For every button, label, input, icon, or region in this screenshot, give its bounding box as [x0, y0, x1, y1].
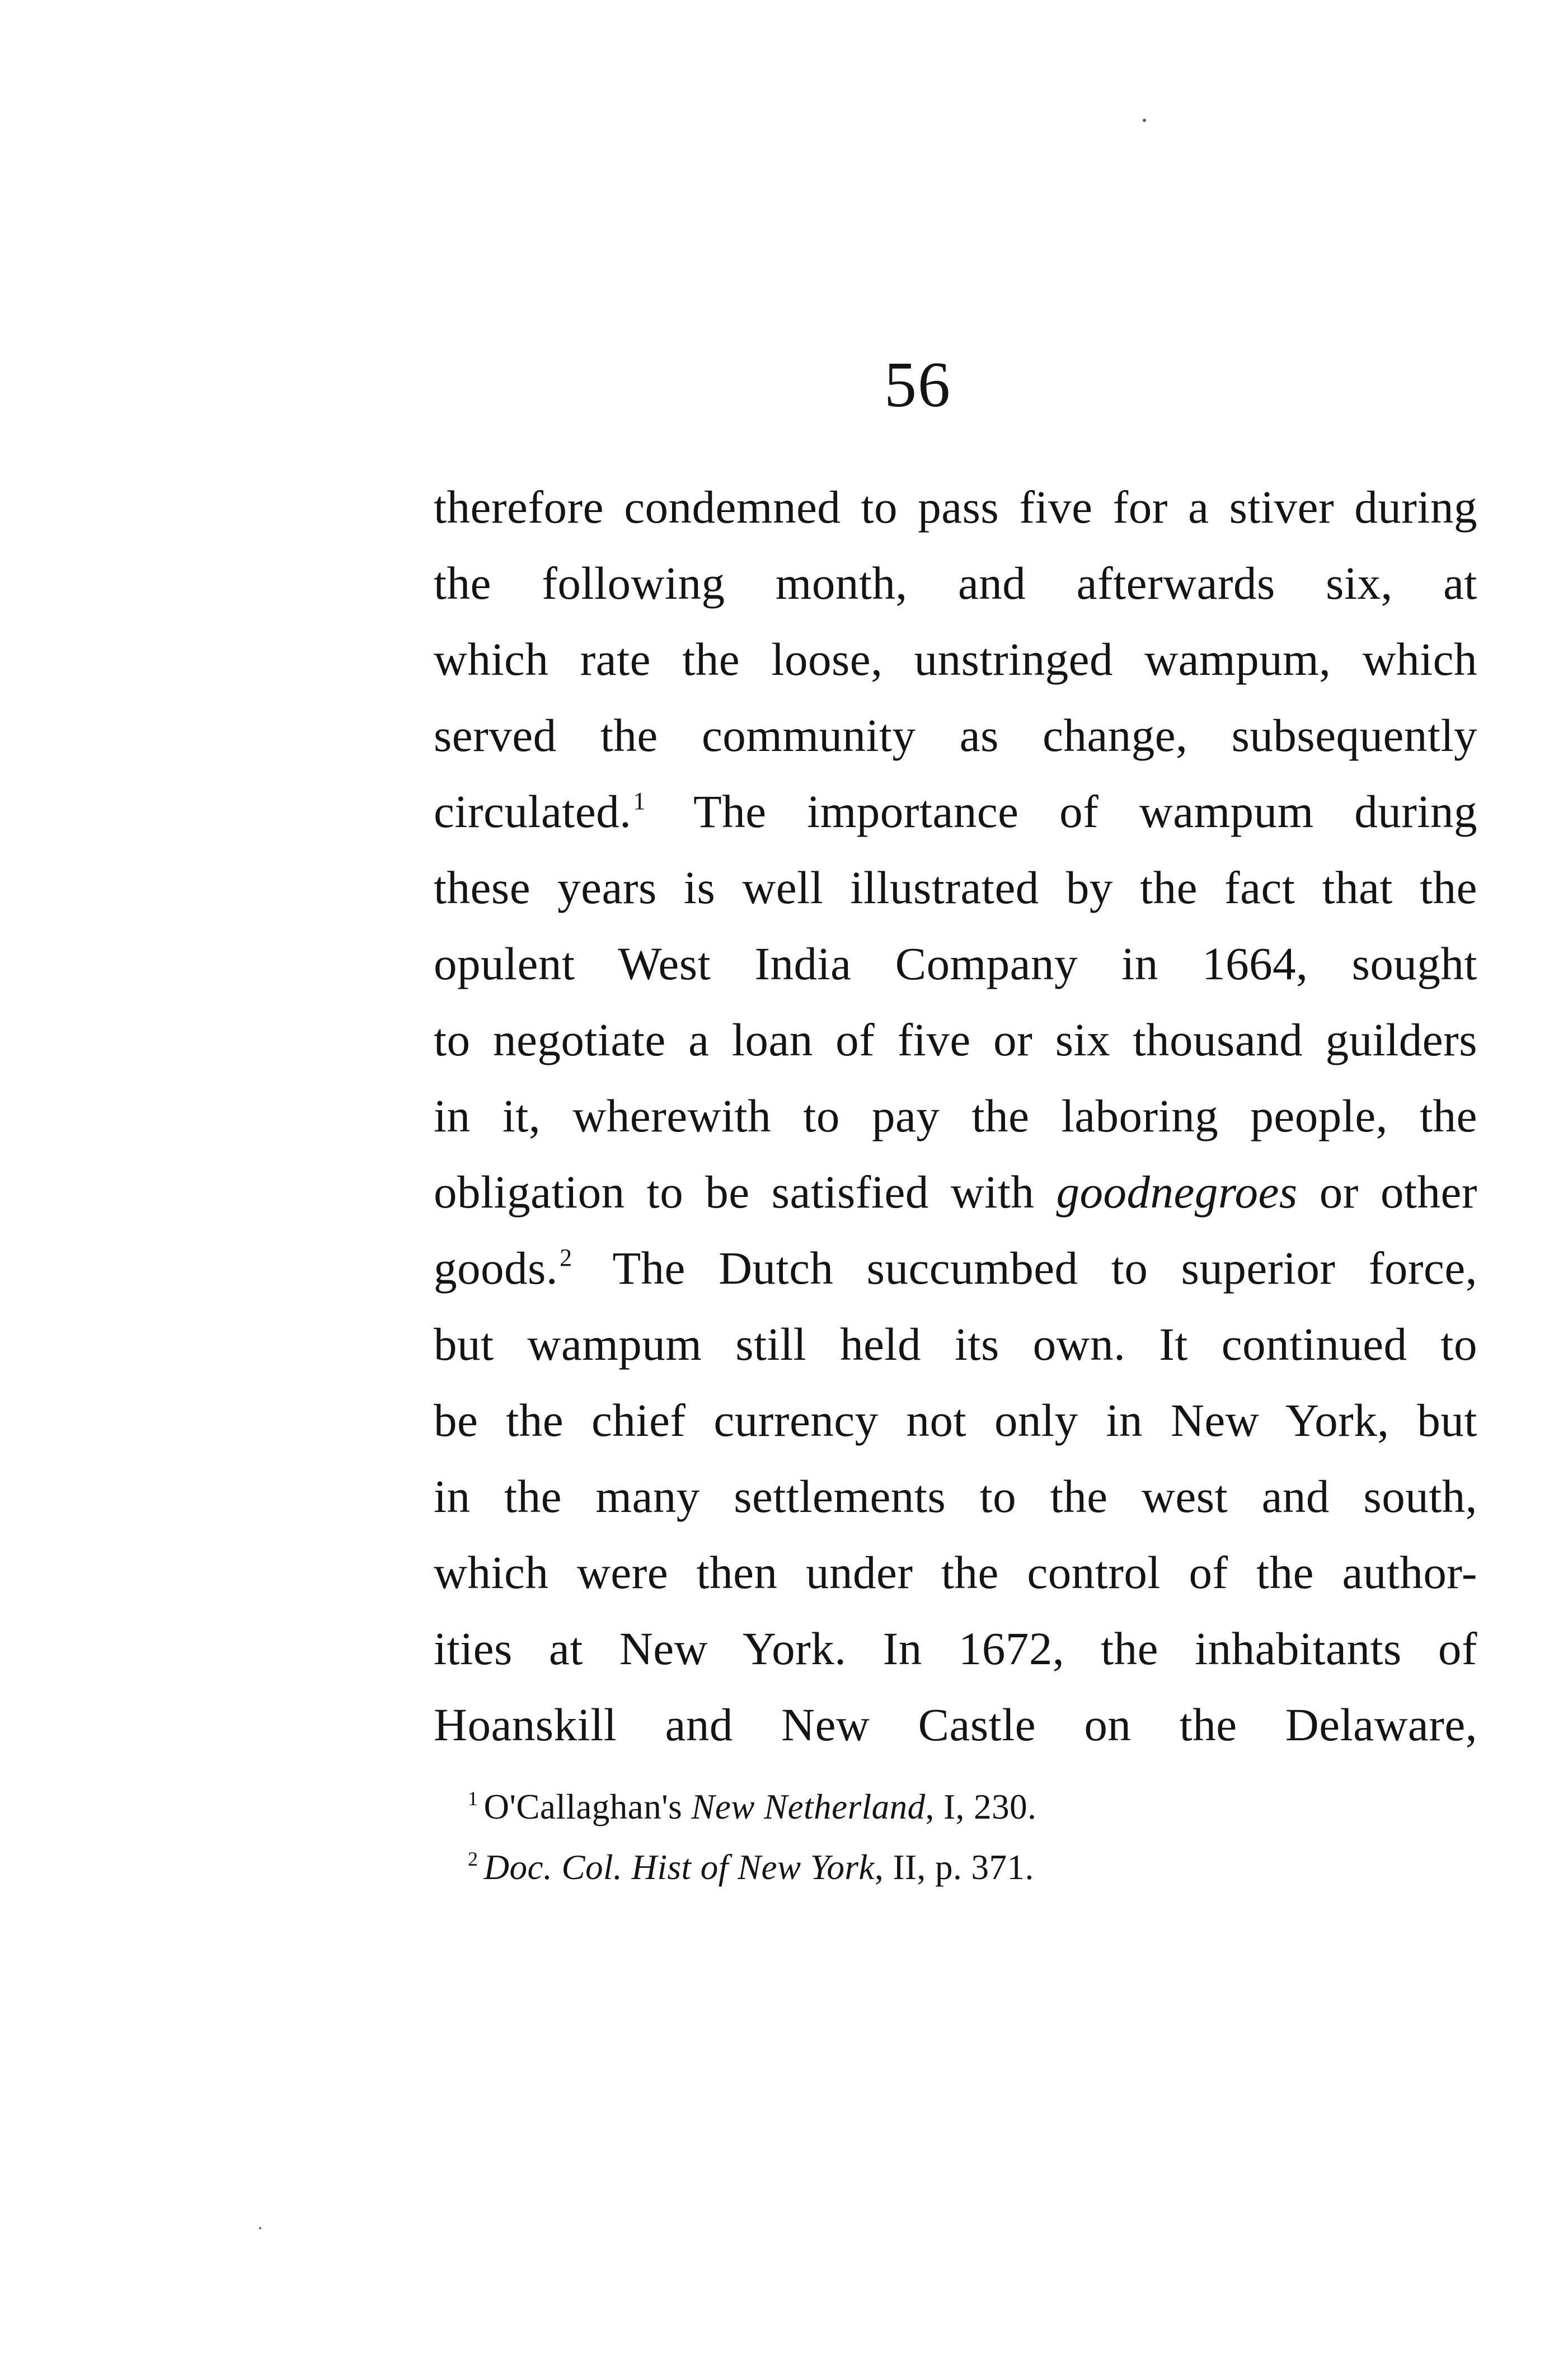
scan-speck: [1143, 119, 1146, 122]
text-line: the following month, and afterwards six, at: [434, 557, 1477, 609]
footnote-title: New Netherland: [691, 1787, 926, 1826]
text-line: to negotiate a loan of five or six thousand guilders: [434, 1014, 1477, 1065]
text-line: be the chief currency not only in New York, but: [434, 1394, 1477, 1446]
footnote-1: $^1$ O'Callaghan's New Netherland, I, 230.: [468, 1787, 1037, 1826]
footnote-reference: 1: [633, 787, 646, 815]
text-line: Hoanskill and New Castle on the Delaware,: [434, 1699, 1477, 1750]
text-line: these years is well illustrated by the fact that the: [434, 862, 1477, 913]
footnote-2: $^2$ Doc. Col. Hist of New York, II, p. 371.: [468, 1848, 1034, 1887]
footnote-marker: 2: [468, 1848, 478, 1870]
text-line: obligation to be satisfied with goodnegroes or other: [434, 1166, 1478, 1218]
text-line: opulent West India Company in 1664, sought: [434, 938, 1477, 989]
text-line: therefore condemned to pass five for a stiver during: [434, 481, 1477, 533]
footnote-title: Doc. Col. Hist of New York: [483, 1848, 875, 1887]
footnote-reference: 2: [560, 1244, 572, 1271]
footnotes: [468, 1777, 1307, 1898]
text-line: served the community as change, subsequently: [434, 710, 1477, 761]
text-line: which rate the loose, unstringed wampum, which: [434, 633, 1477, 685]
footnote-marker: 1: [468, 1787, 478, 1810]
body-text: [434, 469, 1477, 1763]
scan-speck: [259, 2227, 261, 2229]
text-line: in the many settlements to the west and south,: [434, 1471, 1477, 1522]
text-line: goods.$^2$ The Dutch succumbed to superior force,: [434, 1242, 1477, 1294]
text-line: ities at New York. In 1672, the inhabitants of: [434, 1623, 1477, 1674]
italic-term: goodnegroes: [1056, 1166, 1298, 1218]
text-line: but wampum still held its own. It continued to: [434, 1318, 1477, 1370]
text-line: in it, wherewith to pay the laboring people, the: [434, 1090, 1477, 1142]
text-line: circulated.$^1$ The importance of wampum during: [434, 786, 1477, 837]
page-number: 56: [884, 349, 951, 421]
text-line: which were then under the control of the author-: [434, 1547, 1477, 1598]
